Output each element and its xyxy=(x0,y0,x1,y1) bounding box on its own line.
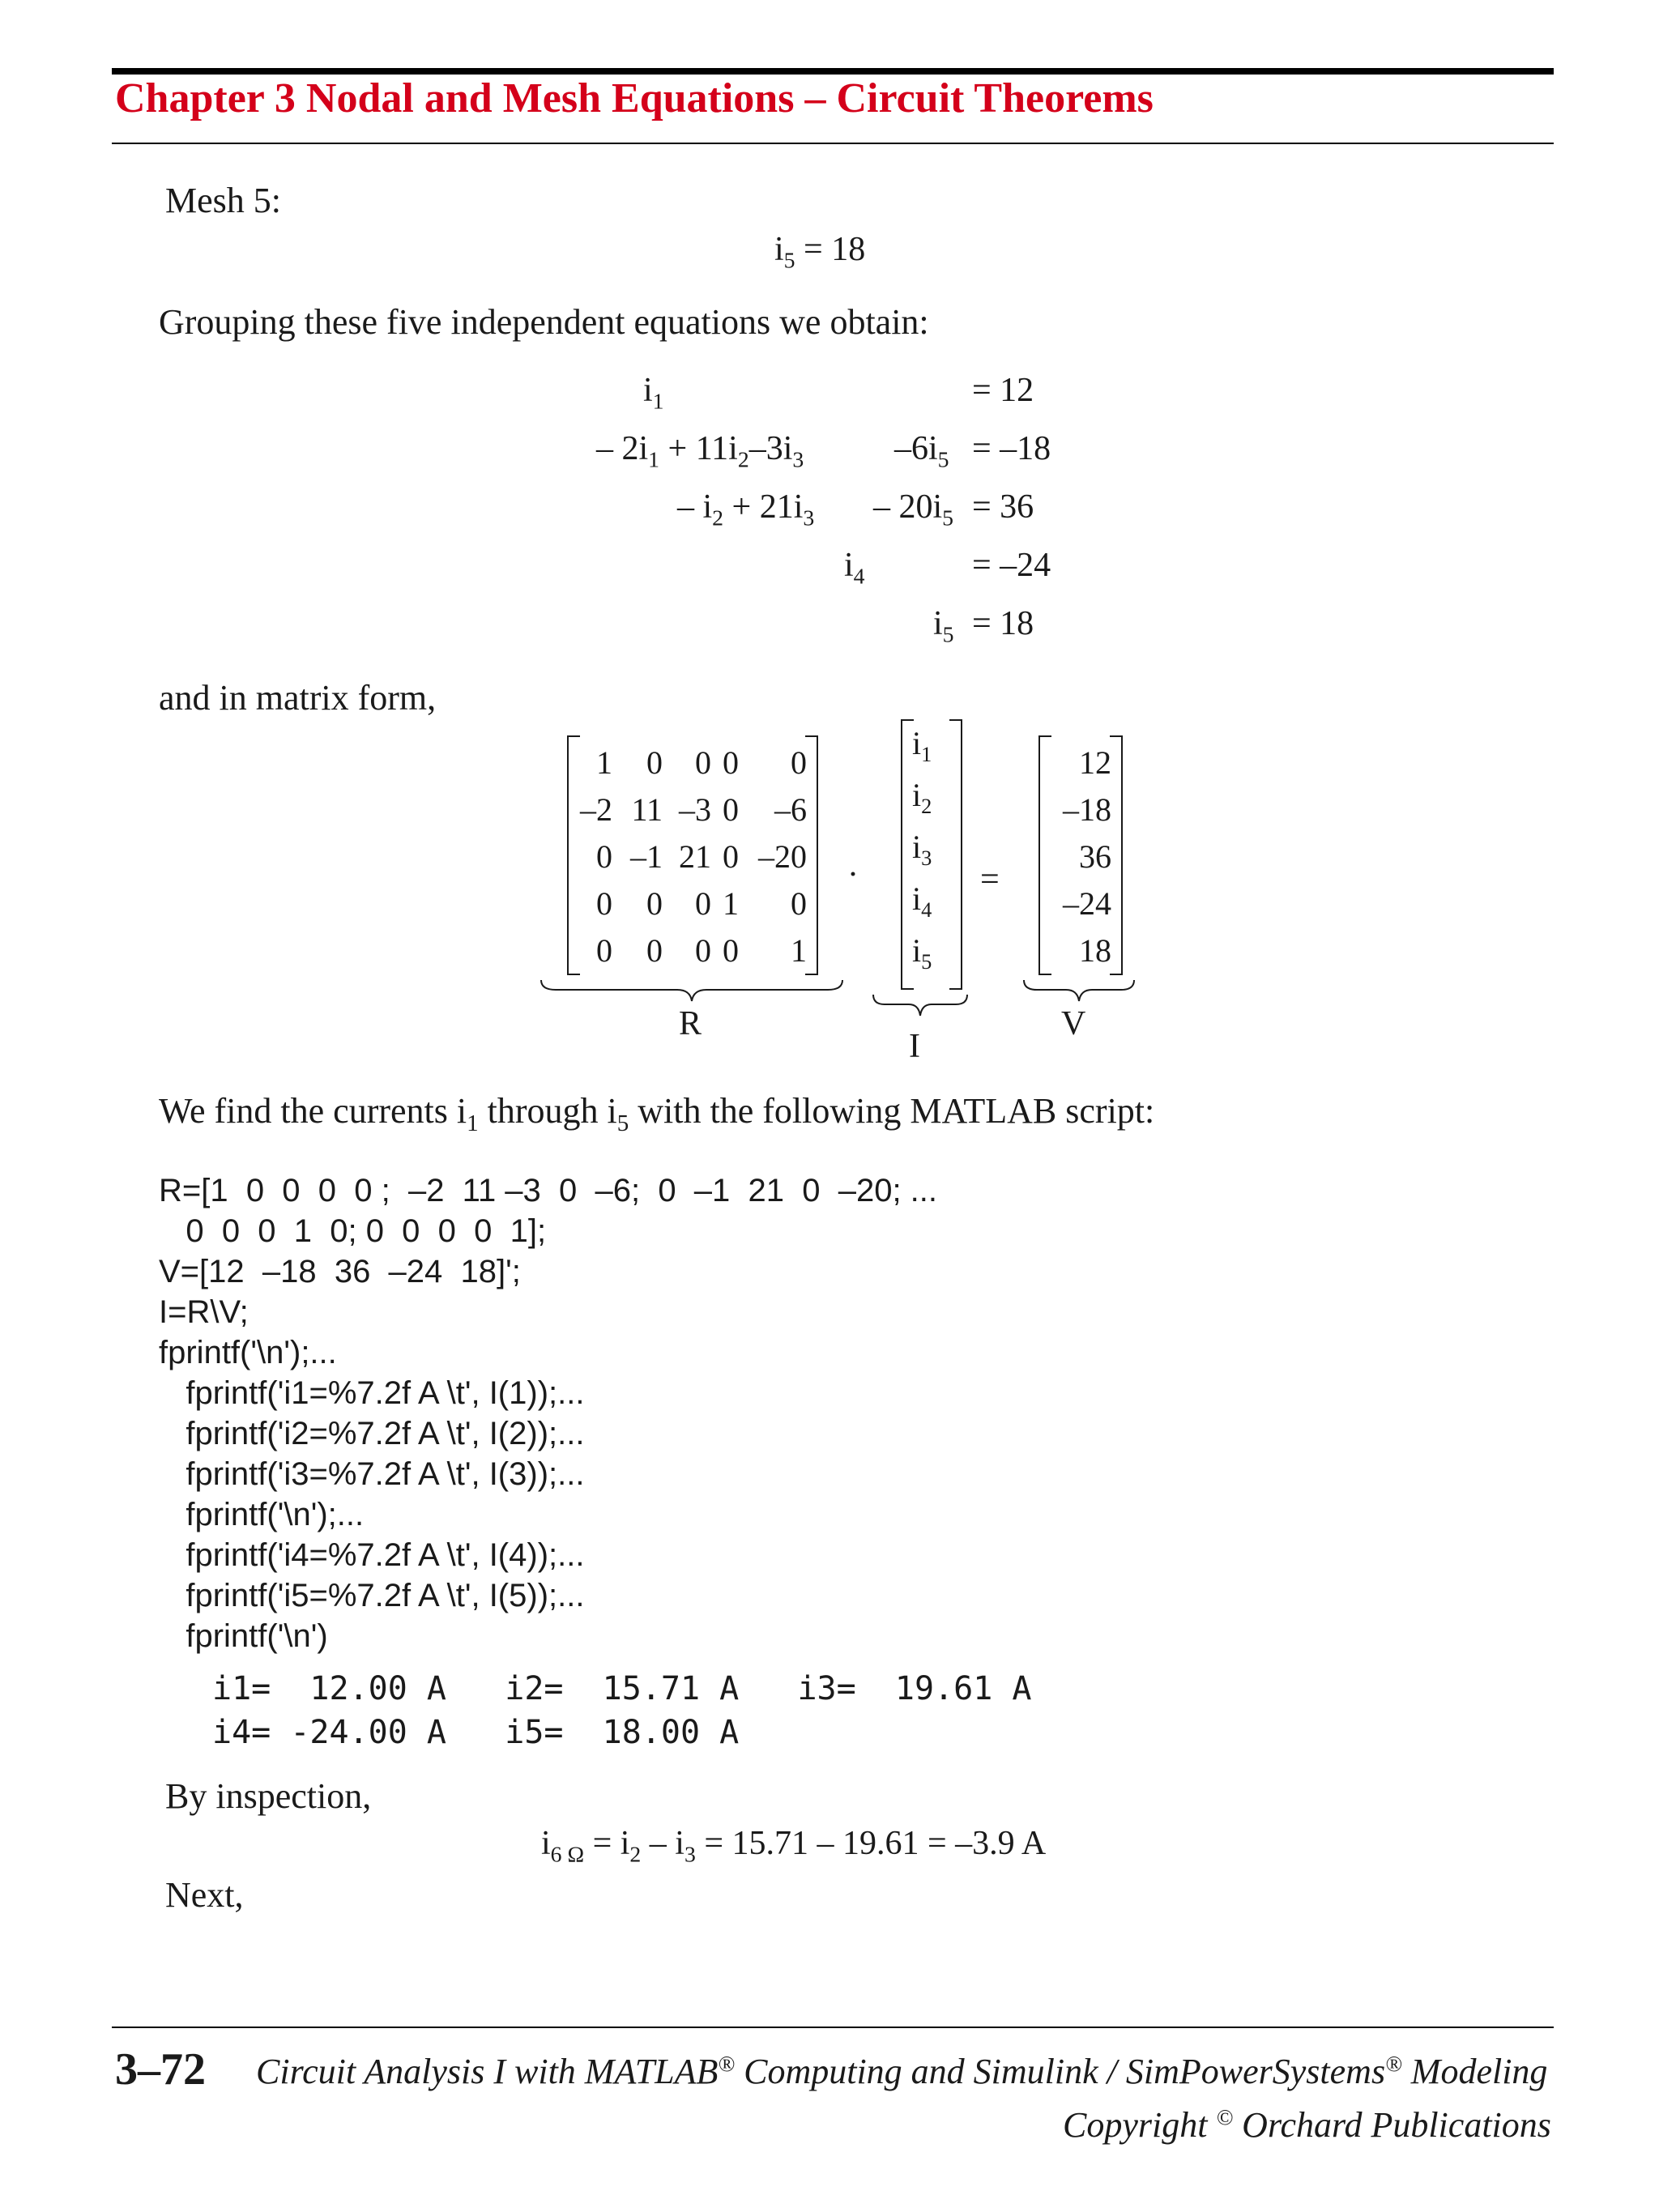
matrix-r-cell: 0 xyxy=(723,744,739,781)
mesh5-label: Mesh 5: xyxy=(165,181,281,220)
i6-equation: $i_{6 \Omega} = i_2 - i_3 = 15.71 - 19.61 = -3.9$ A xyxy=(541,1825,1047,1867)
system-row5-rhs: = 18 xyxy=(972,605,1034,642)
matrix-r-cell: 0 xyxy=(695,932,711,969)
system-row2-i5: $-6i_5$ xyxy=(894,430,949,472)
matrix-r-cell: 0 xyxy=(596,932,612,969)
matrix-r-cell: 0 xyxy=(791,744,807,781)
matrix-v xyxy=(1038,735,1123,975)
matrix-i-row xyxy=(902,724,961,769)
matrix-r-cell: –20 xyxy=(758,838,807,875)
mesh5-equation: $i_5 = 18$ xyxy=(774,231,866,273)
matrix-i-cell: $i_5$ xyxy=(912,932,932,974)
matrix-r-cell: –3 xyxy=(679,791,711,828)
matrix-r-cell: 0 xyxy=(695,744,711,781)
matrix-v-row xyxy=(1040,837,1121,883)
grouping-text: Grouping these five independent equations we obtain: xyxy=(159,302,929,342)
matrix-r-cell: 0 xyxy=(723,838,739,875)
matrix-i-row xyxy=(902,776,961,821)
code-line: 0 0 0 1 0; 0 0 0 0 1]; xyxy=(159,1213,547,1249)
matrix-r-cell: –1 xyxy=(630,838,663,875)
matrix-i-row xyxy=(902,880,961,925)
code-line: fprintf('\n');... xyxy=(159,1335,337,1370)
matrix-r-brace xyxy=(539,978,844,1003)
matrix-v-cell: 12 xyxy=(1079,744,1111,781)
inspection-text: By inspection, xyxy=(165,1776,372,1816)
system-row1-lhs: $i_1$ xyxy=(643,372,664,414)
matrix-i-label: I xyxy=(909,1028,920,1065)
matrix-r-cell: 0 xyxy=(596,885,612,922)
code-line: fprintf('i3=%7.2f A \t', I(3));... xyxy=(159,1456,585,1492)
matrix-r-cell: 11 xyxy=(631,791,663,828)
matrix-r-cell: –2 xyxy=(580,791,612,828)
system-row5-lhs: $i_5$ xyxy=(933,605,954,647)
header-rule-thick xyxy=(112,68,1554,75)
system-row3-i5: – $20i_5$ xyxy=(873,488,954,531)
output-line: i4= -24.00 A i5= 18.00 A xyxy=(212,1714,740,1751)
code-line: fprintf('i2=%7.2f A \t', I(2));... xyxy=(159,1416,585,1451)
dot-operator: · xyxy=(847,856,859,893)
matrix-v-row xyxy=(1040,791,1121,836)
matrix-i-row xyxy=(902,931,961,977)
matrix-v-cell: –24 xyxy=(1063,885,1111,922)
copyright-line: Copyright © Orchard Publications xyxy=(1063,2105,1551,2145)
matrix-i-cell: $i_1$ xyxy=(912,725,932,767)
matrix-r-cell: 0 xyxy=(791,885,807,922)
matrix-v-brace xyxy=(1022,978,1136,1003)
matrix-r-row xyxy=(569,744,817,789)
matrix-r-row xyxy=(569,884,817,930)
code-line: V=[12 –18 36 –24 18]'; xyxy=(159,1254,521,1289)
header-rule-thin xyxy=(112,143,1554,144)
matrix-r-cell: 1 xyxy=(723,885,739,922)
matrix-v-label: V xyxy=(1061,1005,1086,1042)
matrix-r-cell: 0 xyxy=(646,885,663,922)
system-row2-lhs: – $2i_1 + 11i_2-3i_3$ xyxy=(596,430,804,472)
code-line: fprintf('i4=%7.2f A \t', I(4));... xyxy=(159,1537,585,1573)
footer-rule xyxy=(112,2027,1554,2028)
matrix-i xyxy=(901,719,962,990)
matrix-v-row xyxy=(1040,884,1121,930)
code-line: fprintf('\n') xyxy=(159,1618,328,1654)
next-text: Next, xyxy=(165,1875,244,1915)
matrix-i-row xyxy=(902,828,961,873)
matrix-r-cell: –6 xyxy=(774,791,807,828)
code-line: fprintf('\n');... xyxy=(159,1497,365,1532)
matrix-r-cell: 1 xyxy=(791,932,807,969)
matrix-r-cell: 0 xyxy=(695,885,711,922)
code-line: I=R\V; xyxy=(159,1294,249,1330)
matrix-r-cell: 21 xyxy=(679,838,711,875)
matrix-r-cell: 0 xyxy=(723,791,739,828)
chapter-title: Chapter 3 Nodal and Mesh Equations – Circuit Theorems xyxy=(115,75,1154,121)
matrix-r-label: R xyxy=(679,1005,702,1042)
code-line: fprintf('i5=%7.2f A \t', I(5));... xyxy=(159,1578,585,1613)
matrix-r-cell: 0 xyxy=(596,838,612,875)
system-row3-rhs: = 36 xyxy=(972,488,1034,526)
matrix-v-row xyxy=(1040,744,1121,789)
matrix-r-cell: 0 xyxy=(646,744,663,781)
matrix-v-row xyxy=(1040,931,1121,977)
matrix-v-cell: –18 xyxy=(1063,791,1111,828)
matrix-r-row xyxy=(569,837,817,883)
matrix-i-cell: $i_4$ xyxy=(912,880,932,923)
system-row2-rhs: = –18 xyxy=(972,430,1051,467)
code-line: fprintf('i1=%7.2f A \t', I(1));... xyxy=(159,1375,585,1411)
matrix-v-cell: 18 xyxy=(1079,932,1111,969)
system-row4-lhs: $i_4$ xyxy=(844,547,865,589)
matlab-output xyxy=(212,1667,1031,1754)
equals-operator: = xyxy=(980,861,1000,898)
output-line: i1= 12.00 A i2= 15.71 A i3= 19.61 A xyxy=(212,1670,1032,1707)
code-line: R=[1 0 0 0 0 ; –2 11 –3 0 –6; 0 –1 21 0 –20; ... xyxy=(159,1173,938,1208)
matrix-r-row xyxy=(569,931,817,977)
matrix-r-cell: 0 xyxy=(646,932,663,969)
matrix-i-cell: $i_2$ xyxy=(912,777,932,819)
book-title: Circuit Analysis I with MATLAB® Computing and Simulink / SimPowerSystems® Modeling xyxy=(256,2052,1548,2091)
matrix-v-cell: 36 xyxy=(1079,838,1111,875)
matrix-r-row xyxy=(569,791,817,836)
matrix-r-cell: 0 xyxy=(723,932,739,969)
page-number: 3–72 xyxy=(115,2044,206,2095)
matrix-r xyxy=(567,735,818,975)
matrix-intro-text: and in matrix form, xyxy=(159,678,437,718)
matrix-i-cell: $i_3$ xyxy=(912,829,932,871)
matlab-script xyxy=(159,1170,937,1656)
system-row3-lhs: – $i_2 + 21i_3$ xyxy=(677,488,815,531)
system-row4-rhs: = –24 xyxy=(972,547,1051,584)
matrix-i-brace xyxy=(872,993,969,1017)
system-row1-rhs: = 12 xyxy=(972,372,1034,409)
currents-text: We find the currents $i_1$ through $i_5$ with the following MATLAB script: xyxy=(159,1091,1155,1137)
matrix-r-cell: 1 xyxy=(596,744,612,781)
